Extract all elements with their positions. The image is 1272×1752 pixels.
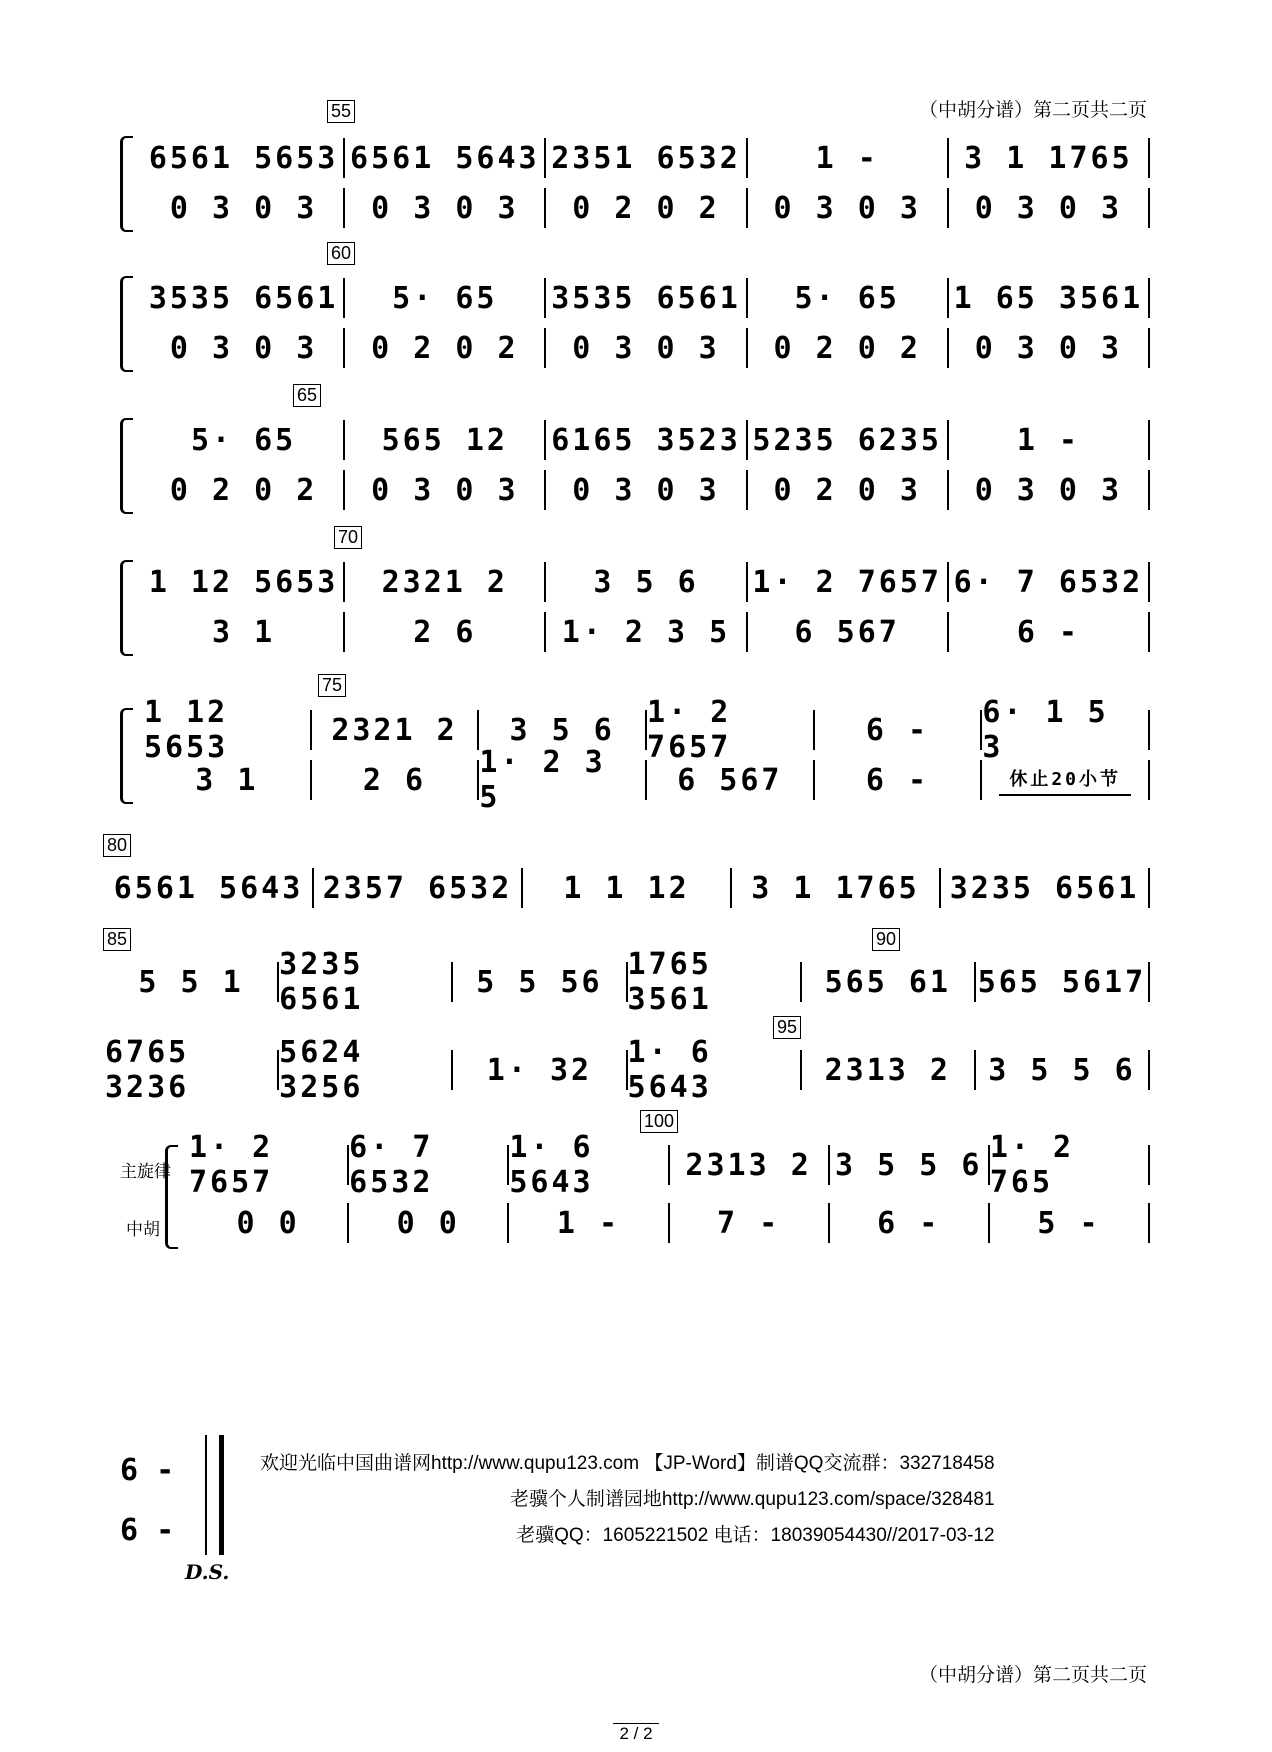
- measure: 3 5 5 6: [976, 1050, 1150, 1090]
- measure: 6765 3236: [105, 1050, 279, 1090]
- measure: 1· 2 3 5: [546, 612, 747, 652]
- melody-staff: [144, 695, 1150, 765]
- credit-line-3: 老骥QQ：1605221502 电话：18039054430//2017-03-12: [516, 1525, 995, 1546]
- measure: 1 65 3561: [949, 278, 1150, 318]
- system-bracket: [120, 276, 133, 372]
- measure: 3 5 6: [479, 710, 647, 750]
- measure: 3535 6561: [144, 278, 345, 318]
- measure: 2351 6532: [546, 138, 747, 178]
- measure: 7 -: [670, 1203, 830, 1243]
- measure-number: 55: [327, 100, 355, 123]
- system-3: [120, 410, 1150, 510]
- part-label-melody: 主旋律: [120, 1162, 171, 1181]
- measure: 3 1 1765: [732, 868, 941, 908]
- measure: 0 3 0 3: [144, 328, 345, 368]
- measure: 1 12 5653: [144, 710, 312, 750]
- dal-segno-mark: D.S.: [185, 1560, 230, 1584]
- measure: 6 -: [830, 1203, 990, 1243]
- final-barline: [205, 1435, 224, 1555]
- measure: 1· 2 3 5: [479, 760, 647, 800]
- ending-zhonghu: 6 -: [120, 1512, 175, 1548]
- measure: 0 2 0 2: [144, 470, 345, 510]
- measure: 2321 2: [345, 562, 546, 602]
- measure: 0 3 0 3: [546, 470, 747, 510]
- ending-melody: 6 -: [120, 1452, 175, 1488]
- measure: 3 1 1765: [949, 138, 1150, 178]
- measure: 3 1: [144, 760, 312, 800]
- measure: 0 3 0 3: [144, 188, 345, 228]
- measure: [982, 760, 1150, 800]
- page-footer: （中胡分谱）第二页共二页: [918, 1665, 1147, 1686]
- measure: 6 -: [815, 710, 983, 750]
- measure: 6561 5643: [345, 138, 546, 178]
- measure: 2357 6532: [314, 868, 523, 908]
- measure: 6165 3523: [546, 420, 747, 460]
- measure: 6 567: [748, 612, 949, 652]
- measure-number: 80: [103, 834, 131, 857]
- measure: 0 2 0 3: [748, 470, 949, 510]
- melody-staff: [144, 562, 1150, 602]
- measure: 1 -: [949, 420, 1150, 460]
- rest-label: 休止20小节: [999, 765, 1131, 796]
- measure: 6· 7 6532: [349, 1145, 509, 1185]
- measure: 0 3 0 3: [345, 188, 546, 228]
- measure: 6· 1 5 3: [982, 710, 1150, 750]
- zhonghu-staff: [144, 612, 1150, 652]
- system-bracket: [120, 708, 133, 804]
- measure: 1· 2 765: [990, 1145, 1150, 1185]
- measure: 6561 5643: [105, 868, 314, 908]
- measure-number: 90: [872, 928, 900, 951]
- system-bracket: [165, 1145, 178, 1249]
- measure: 2 6: [312, 760, 480, 800]
- measure: 3 1: [144, 612, 345, 652]
- measure: 0 2 0 2: [345, 328, 546, 368]
- measure: 3 5 5 6: [830, 1145, 990, 1185]
- measure: 5235 6235: [748, 420, 949, 460]
- measure: 1 1 12: [523, 868, 732, 908]
- measure: 2313 2: [802, 1050, 976, 1090]
- measure: 0 0: [349, 1203, 509, 1243]
- melody-staff: [144, 278, 1150, 318]
- measure: 1 12 5653: [144, 562, 345, 602]
- system-bracket: [120, 136, 133, 232]
- measure-number: 65: [293, 384, 321, 407]
- single-staff-1: [105, 868, 1150, 908]
- measure: 0 3 0 3: [748, 188, 949, 228]
- measure: 565 12: [345, 420, 546, 460]
- measure: 5 5 1: [105, 962, 279, 1002]
- measure: 0 3 0 3: [345, 470, 546, 510]
- zhonghu-staff: [144, 328, 1150, 368]
- system-bracket: [120, 418, 133, 514]
- system-1: [120, 128, 1150, 228]
- part-label-zhonghu: 中胡: [126, 1220, 160, 1239]
- credit-line-2: 老骥个人制谱园地http://www.qupu123.com/space/328481: [509, 1489, 995, 1510]
- measure: 0 0: [189, 1203, 349, 1243]
- measure: 5· 65: [345, 278, 546, 318]
- zhonghu-staff: [144, 188, 1150, 228]
- melody-staff: [144, 138, 1150, 178]
- zhonghu-staff: [189, 1203, 1150, 1243]
- single-staff-3: [105, 1035, 1150, 1105]
- measure: 1765 3561: [628, 962, 802, 1002]
- measure: 3235 6561: [279, 962, 453, 1002]
- measure: 2 6: [345, 612, 546, 652]
- measure: 565 61: [802, 962, 976, 1002]
- measure-number: 60: [327, 242, 355, 265]
- measure: 0 3 0 3: [546, 328, 747, 368]
- measure: 3535 6561: [546, 278, 747, 318]
- system-bracket: [120, 560, 133, 656]
- measure: 565 5617: [976, 962, 1150, 1002]
- measure: 1 -: [509, 1203, 669, 1243]
- measure: 5 5 56: [453, 962, 627, 1002]
- system-5: [120, 695, 1150, 815]
- measure: 5· 65: [144, 420, 345, 460]
- system-2: [120, 268, 1150, 368]
- measure: 2313 2: [670, 1145, 830, 1185]
- measure: 1· 32: [453, 1050, 627, 1090]
- measure: 0 3 0 3: [949, 470, 1150, 510]
- measure-number: 70: [334, 526, 362, 549]
- measure: 0 3 0 3: [949, 328, 1150, 368]
- measure: 0 3 0 3: [949, 188, 1150, 228]
- measure: 6· 7 6532: [949, 562, 1150, 602]
- measure: 1 -: [748, 138, 949, 178]
- system-4: [120, 552, 1150, 652]
- measure-number: 85: [103, 928, 131, 951]
- credits: [260, 1446, 995, 1554]
- measure: 6 567: [647, 760, 815, 800]
- credit-line-1: 欢迎光临中国曲谱网http://www.qupu123.com 【JP-Word】制谱QQ交流群：332718458: [260, 1453, 995, 1474]
- melody-staff: [189, 1130, 1150, 1200]
- measure: 0 2 0 2: [546, 188, 747, 228]
- measure: 1· 2 7657: [189, 1145, 349, 1185]
- measure: 3 5 6: [546, 562, 747, 602]
- measure: 5· 65: [748, 278, 949, 318]
- page-number-text: 2 / 2: [613, 1723, 658, 1743]
- measure: 6 -: [815, 760, 983, 800]
- measure-number: 75: [318, 674, 346, 697]
- measure: 5624 3256: [279, 1050, 453, 1090]
- measure: 3235 6561: [941, 868, 1150, 908]
- measure-number: 100: [640, 1110, 678, 1133]
- melody-staff: [144, 420, 1150, 460]
- measure: 6 -: [949, 612, 1150, 652]
- measure: 6561 5653: [144, 138, 345, 178]
- zhonghu-staff: [144, 470, 1150, 510]
- single-staff-2: [105, 947, 1150, 1017]
- measure: 1· 2 7657: [647, 710, 815, 750]
- measure: 5 -: [990, 1203, 1150, 1243]
- measure: 1· 2 7657: [748, 562, 949, 602]
- measure: 2321 2: [312, 710, 480, 750]
- measure-number: 95: [773, 1016, 801, 1039]
- measure: 1· 6 5643: [628, 1050, 802, 1090]
- page-header: （中胡分谱）第二页共二页: [918, 100, 1147, 121]
- zhonghu-staff: [144, 745, 1150, 815]
- system-last: [165, 1130, 1150, 1245]
- measure: 0 2 0 2: [748, 328, 949, 368]
- measure: 1· 6 5643: [509, 1145, 669, 1185]
- page-number: [0, 1724, 1272, 1744]
